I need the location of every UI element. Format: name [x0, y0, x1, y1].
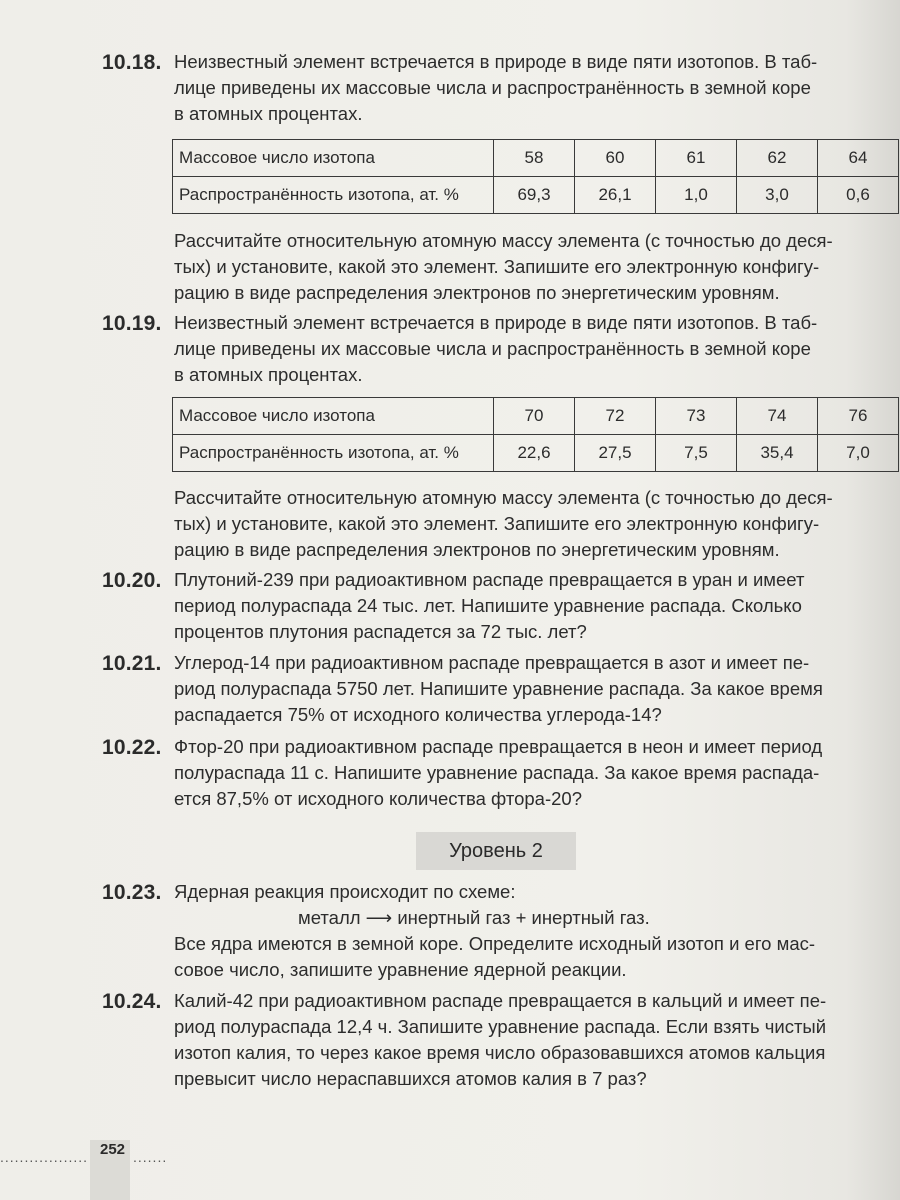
text-line: Фтор-20 при радиоактивном распаде превращается в неон и имеет период	[174, 736, 823, 757]
text-line: Неизвестный элемент встречается в природе в виде пяти изотопов. В таб-	[174, 51, 818, 72]
problem-text-continued	[174, 485, 900, 563]
text-line: лице приведены их массовые числа и распространённость в земной коре	[174, 77, 811, 98]
table-cell: 62	[737, 140, 818, 177]
text-line: Рассчитайте относительную атомную массу элемента (с точностью до деся-	[174, 487, 833, 508]
text-line: рацию в виде распределения электронов по энергетическим уровням.	[174, 282, 780, 303]
text-line: полураспада 11 с. Напишите уравнение распада. За какое время распада-	[174, 762, 820, 783]
table-cell: 76	[818, 398, 899, 435]
text-line: Неизвестный элемент встречается в природе в виде пяти изотопов. В таб-	[174, 312, 818, 333]
problem-text	[174, 879, 900, 905]
problem-text	[174, 650, 900, 728]
table-cell: 69,3	[494, 177, 575, 214]
isotope-table-10-19	[172, 397, 899, 472]
table-cell: 64	[818, 140, 899, 177]
text-line: процентов плутония распадется за 72 тыс. лет?	[174, 621, 587, 642]
table-cell: 58	[494, 140, 575, 177]
page-number: 252	[100, 1141, 126, 1158]
problem-text	[174, 567, 900, 645]
table-cell: 74	[737, 398, 818, 435]
text-line: в атомных процентах.	[174, 364, 363, 385]
row-header: Распространённость изотопа, ат. %	[173, 177, 494, 214]
table-cell: 3,0	[737, 177, 818, 214]
table-row	[173, 435, 899, 472]
text-line: риод полураспада 12,4 ч. Запишите уравнение распада. Если взять чистый	[174, 1016, 827, 1037]
problem-text	[174, 49, 900, 127]
table-cell: 22,6	[494, 435, 575, 472]
text-line: совое число, запишите уравнение ядерной реакции.	[174, 959, 627, 980]
table-cell: 26,1	[575, 177, 656, 214]
table-cell: 72	[575, 398, 656, 435]
text-line: изотоп калия, то через какое время число образовавшихся атомов кальция	[174, 1042, 826, 1063]
text-line: Ядерная реакция происходит по схеме:	[174, 881, 516, 902]
text-line: тых) и установите, какой это элемент. Запишите его электронную конфигу-	[174, 513, 820, 534]
table-cell: 35,4	[737, 435, 818, 472]
table-cell: 1,0	[656, 177, 737, 214]
text-line: лице приведены их массовые числа и распространённость в земной коре	[174, 338, 811, 359]
problem-text	[174, 988, 900, 1092]
text-line: Углерод-14 при радиоактивном распаде превращается в азот и имеет пе-	[174, 652, 810, 673]
text-line: ется 87,5% от исходного количества фтора-20?	[174, 788, 583, 809]
footer-dots-left: ..................	[0, 1149, 89, 1165]
problem-text-continued	[174, 931, 900, 983]
table-cell: 27,5	[575, 435, 656, 472]
isotope-table-10-18	[172, 139, 899, 214]
row-header: Распространённость изотопа, ат. %	[173, 435, 494, 472]
text-line: риод полураспада 5750 лет. Напишите уравнение распада. За какое время	[174, 678, 823, 699]
problem-text-continued	[174, 228, 900, 306]
text-line: рацию в виде распределения электронов по энергетическим уровням.	[174, 539, 780, 560]
table-row	[173, 177, 899, 214]
text-line: распадается 75% от исходного количества углерода-14?	[174, 704, 662, 725]
level-heading: Уровень 2	[416, 832, 576, 870]
table-cell: 70	[494, 398, 575, 435]
problem-text	[174, 734, 900, 812]
text-line: в атомных процентах.	[174, 103, 363, 124]
text-line: Рассчитайте относительную атомную массу элемента (с точностью до деся-	[174, 230, 833, 251]
problem-number: 10.19.	[102, 312, 162, 335]
row-header: Массовое число изотопа	[173, 140, 494, 177]
text-line: Калий-42 при радиоактивном распаде превращается в кальций и имеет пе-	[174, 990, 827, 1011]
table-cell: 7,0	[818, 435, 899, 472]
footer-dots-right: .......	[133, 1149, 168, 1165]
problem-number: 10.21.	[102, 652, 162, 675]
row-header: Массовое число изотопа	[173, 398, 494, 435]
problem-number: 10.23.	[102, 881, 162, 904]
table-cell: 60	[575, 140, 656, 177]
table-cell: 73	[656, 398, 737, 435]
table-cell: 7,5	[656, 435, 737, 472]
problem-number: 10.22.	[102, 736, 162, 759]
table-row	[173, 398, 899, 435]
text-line: Все ядра имеются в земной коре. Определите исходный изотоп и его мас-	[174, 933, 816, 954]
table-cell: 0,6	[818, 177, 899, 214]
problem-number: 10.24.	[102, 990, 162, 1013]
text-line: тых) и установите, какой это элемент. Запишите его электронную конфигу-	[174, 256, 820, 277]
reaction-scheme: металл ⟶ инертный газ + инертный газ.	[298, 907, 650, 928]
text-line: период полураспада 24 тыс. лет. Напишите уравнение распада. Сколько	[174, 595, 802, 616]
text-line: превысит число нераспавшихся атомов калия в 7 раз?	[174, 1068, 647, 1089]
problem-text	[174, 310, 900, 388]
text-line: Плутоний-239 при радиоактивном распаде превращается в уран и имеет	[174, 569, 805, 590]
table-row	[173, 140, 899, 177]
problem-number: 10.18.	[102, 51, 162, 74]
problem-number: 10.20.	[102, 569, 162, 592]
table-cell: 61	[656, 140, 737, 177]
